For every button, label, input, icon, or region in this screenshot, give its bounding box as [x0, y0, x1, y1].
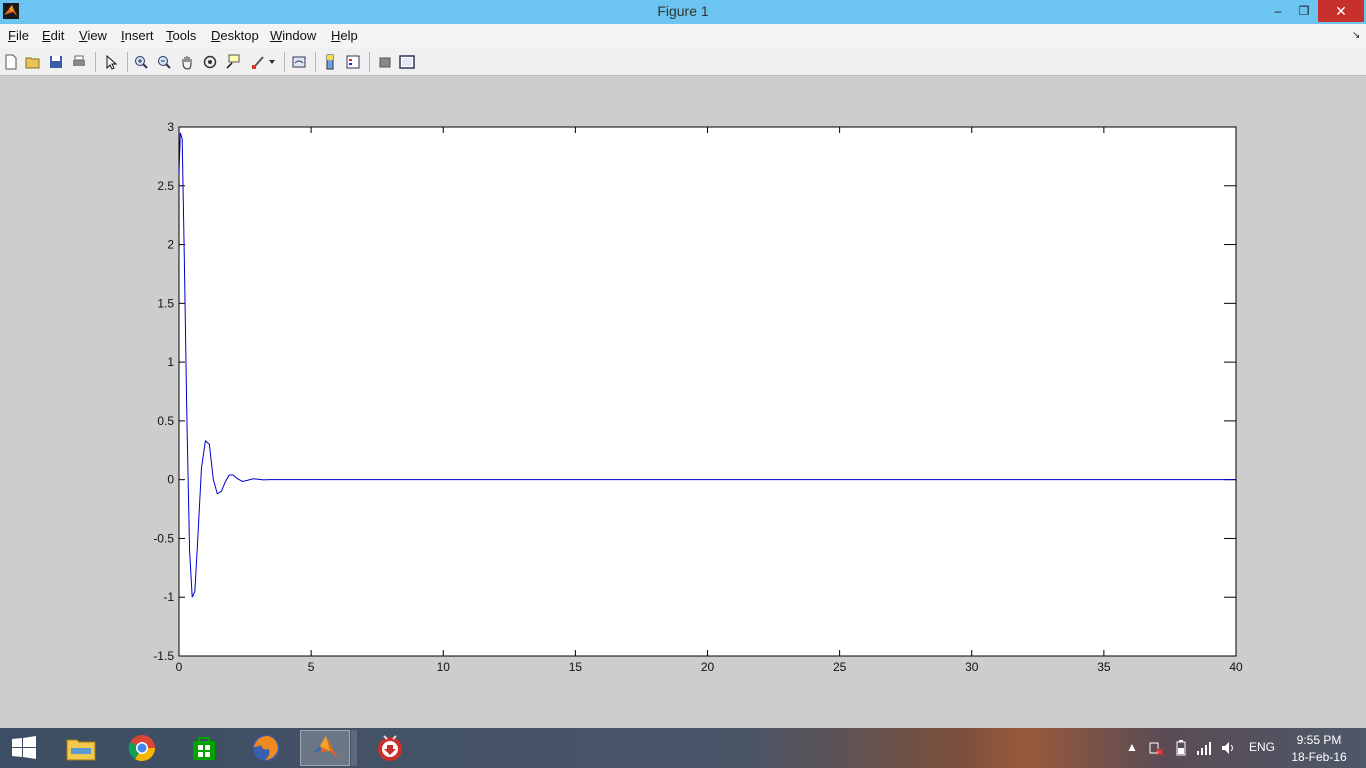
- store-icon[interactable]: [180, 730, 228, 766]
- brush-dropdown-icon[interactable]: [266, 52, 278, 72]
- y-tick-label: -1.5: [153, 649, 174, 663]
- open-file-icon[interactable]: [23, 52, 43, 72]
- menu-insert[interactable]: Insert: [121, 28, 154, 43]
- new-figure-icon[interactable]: [1, 52, 21, 72]
- maximize-button[interactable]: ❐: [1298, 4, 1310, 18]
- minimize-button[interactable]: –: [1274, 4, 1282, 18]
- x-tick-label: 40: [1229, 660, 1243, 674]
- axes[interactable]: [0, 76, 1366, 728]
- hide-plot-tools-icon[interactable]: [375, 52, 395, 72]
- data-cursor-icon[interactable]: [223, 52, 243, 72]
- colorbar-icon[interactable]: [320, 52, 340, 72]
- show-hidden-icons-arrow[interactable]: ▲: [1126, 740, 1138, 754]
- start-windows-icon[interactable]: [0, 730, 48, 766]
- menu-tools[interactable]: Tools: [166, 28, 197, 43]
- edit-plot-arrow-icon[interactable]: [101, 52, 121, 72]
- clock-time[interactable]: 9:55 PM: [1296, 733, 1342, 747]
- menu-help[interactable]: Help: [331, 28, 358, 43]
- window-titlebar[interactable]: [0, 0, 1366, 24]
- signal-bars-icon[interactable]: [1196, 740, 1212, 759]
- menu-bar: [0, 24, 1366, 48]
- menu-edit[interactable]: Edit: [42, 28, 65, 43]
- y-tick-label: 2: [167, 237, 174, 252]
- toolbar-separator: [284, 52, 285, 72]
- file-explorer-icon[interactable]: [57, 730, 105, 766]
- toolbar-separator: [369, 52, 370, 72]
- menu-desktop[interactable]: Desktop: [211, 28, 259, 43]
- show-plot-tools-icon[interactable]: [397, 52, 417, 72]
- close-button[interactable]: ✕: [1318, 0, 1364, 22]
- x-tick-label: 20: [700, 660, 715, 674]
- zoom-out-icon[interactable]: [154, 52, 174, 72]
- volume-icon[interactable]: [1220, 740, 1236, 759]
- language-indicator[interactable]: ENG: [1249, 740, 1276, 754]
- network-error-icon[interactable]: [1148, 740, 1164, 759]
- y-tick-label: 2.5: [157, 178, 174, 193]
- x-tick-label: 5: [307, 660, 315, 674]
- figure-toolbar: [0, 48, 1366, 76]
- y-tick-label: -1: [163, 590, 174, 605]
- battery-icon[interactable]: [1173, 740, 1189, 759]
- menu-window[interactable]: Window: [270, 28, 317, 43]
- toolbar-separator: [95, 52, 96, 72]
- rotate-3d-icon[interactable]: [200, 52, 220, 72]
- brush-icon[interactable]: [248, 52, 268, 72]
- x-tick-label: 15: [568, 660, 583, 674]
- x-tick-label: 10: [436, 660, 450, 674]
- toolbar-separator: [127, 52, 128, 72]
- save-icon[interactable]: [46, 52, 66, 72]
- x-tick-label: 30: [965, 660, 979, 674]
- dock-arrow-icon[interactable]: ↘: [1352, 30, 1361, 41]
- y-tick-label: -0.5: [153, 531, 174, 546]
- downloader-icon[interactable]: [366, 730, 414, 766]
- legend-icon[interactable]: [343, 52, 363, 72]
- figure-canvas[interactable]: [0, 76, 1366, 728]
- windows-taskbar: [0, 728, 1366, 768]
- print-icon[interactable]: [69, 52, 89, 72]
- chrome-icon[interactable]: [118, 730, 166, 766]
- y-tick-label: 1.5: [157, 296, 174, 311]
- toolbar-separator: [315, 52, 316, 72]
- menu-view[interactable]: View: [79, 28, 107, 43]
- axes-plot-box: [179, 127, 1236, 656]
- zoom-in-icon[interactable]: [131, 52, 151, 72]
- y-tick-label: 3: [167, 120, 174, 134]
- x-tick-label: 25: [832, 660, 847, 674]
- firefox-icon[interactable]: [242, 730, 290, 766]
- window-title: Figure 1: [657, 3, 709, 19]
- y-tick-label: 1: [167, 355, 174, 370]
- link-plot-icon[interactable]: [289, 52, 309, 72]
- pan-hand-icon[interactable]: [177, 52, 197, 72]
- y-tick-label: 0: [167, 472, 174, 487]
- matlab-stack-indicator: [351, 730, 357, 766]
- x-tick-label: 35: [1097, 660, 1111, 674]
- matlab-taskbar-icon[interactable]: [300, 730, 350, 766]
- x-tick-label: 0: [175, 660, 183, 674]
- clock-date[interactable]: 18-Feb-16: [1291, 750, 1347, 764]
- menu-file[interactable]: File: [8, 28, 29, 43]
- y-tick-label: 0.5: [157, 413, 174, 428]
